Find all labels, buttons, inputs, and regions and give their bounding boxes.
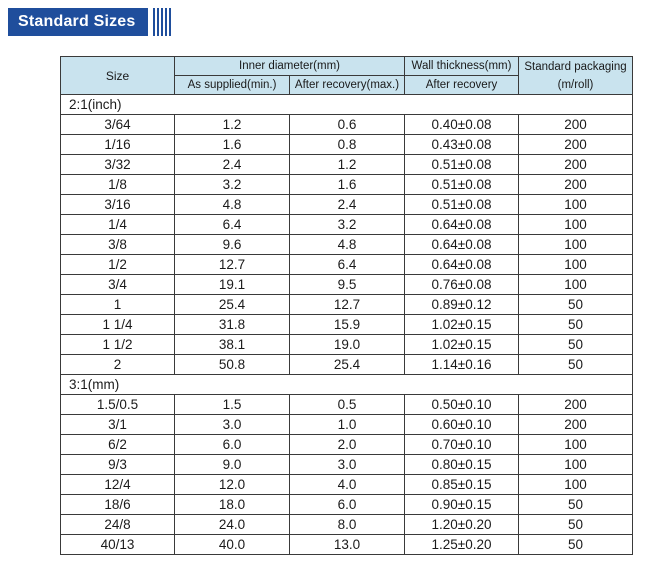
cell-size: 18/6 [61,495,175,515]
cell-after-recovery-max: 1.0 [290,415,405,435]
cell-size: 6/2 [61,435,175,455]
group-row [61,375,633,395]
cell-after-recovery-max: 6.0 [290,495,405,515]
cell-size: 1 1/2 [61,335,175,355]
cell-as-supplied: 1.5 [175,395,290,415]
table-row [61,315,633,335]
stripe [169,8,171,36]
cell-wall-thickness: 0.51±0.08 [405,175,519,195]
cell-wall-thickness: 0.64±0.08 [405,255,519,275]
cell-after-recovery-max: 25.4 [290,355,405,375]
cell-as-supplied: 2.4 [175,155,290,175]
cell-wall-thickness: 1.02±0.15 [405,315,519,335]
cell-as-supplied: 1.6 [175,135,290,155]
cell-as-supplied: 9.6 [175,235,290,255]
table-row [61,275,633,295]
cell-as-supplied: 12.7 [175,255,290,275]
table-row [61,355,633,375]
cell-wall-thickness: 0.40±0.08 [405,115,519,135]
cell-wall-thickness: 0.50±0.10 [405,395,519,415]
cell-packaging: 100 [519,235,633,255]
cell-packaging: 100 [519,215,633,235]
cell-after-recovery-max: 3.2 [290,215,405,235]
cell-after-recovery-max: 1.6 [290,175,405,195]
cell-size: 1/2 [61,255,175,275]
cell-wall-thickness: 0.90±0.15 [405,495,519,515]
cell-packaging: 200 [519,135,633,155]
cell-packaging: 50 [519,315,633,335]
cell-size: 12/4 [61,475,175,495]
cell-packaging: 100 [519,455,633,475]
cell-wall-thickness: 1.14±0.16 [405,355,519,375]
cell-packaging: 200 [519,115,633,135]
cell-as-supplied: 40.0 [175,535,290,555]
table-row [61,415,633,435]
table-row [61,135,633,155]
cell-size: 1/4 [61,215,175,235]
header-standard-packaging-label: Standard packaging [524,60,627,73]
cell-packaging: 200 [519,395,633,415]
cell-packaging: 100 [519,475,633,495]
cell-after-recovery-max: 0.8 [290,135,405,155]
group-row [61,95,633,115]
table-row [61,175,633,195]
cell-wall-thickness: 0.85±0.15 [405,475,519,495]
cell-after-recovery-max: 1.2 [290,155,405,175]
table-body [61,95,633,555]
cell-wall-thickness: 0.64±0.08 [405,235,519,255]
cell-packaging: 200 [519,155,633,175]
cell-packaging: 100 [519,275,633,295]
cell-as-supplied: 9.0 [175,455,290,475]
table-row [61,435,633,455]
cell-wall-thickness: 0.51±0.08 [405,195,519,215]
cell-wall-thickness: 0.70±0.10 [405,435,519,455]
table-row [61,235,633,255]
stripe [161,8,163,36]
cell-after-recovery-max: 0.5 [290,395,405,415]
cell-after-recovery-max: 0.6 [290,115,405,135]
cell-packaging: 50 [519,495,633,515]
cell-packaging: 200 [519,175,633,195]
cell-wall-thickness: 1.25±0.20 [405,535,519,555]
header-after-recovery-max: After recovery(max.) [290,76,405,95]
cell-after-recovery-max: 19.0 [290,335,405,355]
cell-size: 3/4 [61,275,175,295]
stripe [153,8,155,36]
cell-packaging: 50 [519,355,633,375]
cell-wall-thickness: 0.64±0.08 [405,215,519,235]
cell-size: 3/32 [61,155,175,175]
cell-size: 2 [61,355,175,375]
cell-after-recovery-max: 15.9 [290,315,405,335]
cell-as-supplied: 19.1 [175,275,290,295]
cell-as-supplied: 6.0 [175,435,290,455]
cell-after-recovery-max: 4.8 [290,235,405,255]
header-as-supplied: As supplied(min.) [175,76,290,95]
cell-size: 1/16 [61,135,175,155]
cell-packaging: 50 [519,515,633,535]
standard-sizes-table [60,56,633,555]
cell-size: 1/8 [61,175,175,195]
cell-as-supplied: 31.8 [175,315,290,335]
cell-as-supplied: 25.4 [175,295,290,315]
cell-size: 3/8 [61,235,175,255]
group-label: 3:1(mm) [61,375,633,395]
cell-size: 3/1 [61,415,175,435]
cell-wall-thickness: 0.76±0.08 [405,275,519,295]
cell-after-recovery-max: 2.4 [290,195,405,215]
cell-after-recovery-max: 9.5 [290,275,405,295]
table-row [61,335,633,355]
cell-wall-thickness: 0.80±0.15 [405,455,519,475]
cell-as-supplied: 50.8 [175,355,290,375]
section-title: Standard Sizes [8,8,148,36]
stripe [157,8,159,36]
cell-wall-thickness: 0.60±0.10 [405,415,519,435]
cell-as-supplied: 18.0 [175,495,290,515]
table-row [61,515,633,535]
table-row [61,195,633,215]
table-row [61,455,633,475]
cell-after-recovery-max: 8.0 [290,515,405,535]
cell-size: 9/3 [61,455,175,475]
header-after-recovery: After recovery [405,76,519,95]
cell-wall-thickness: 1.20±0.20 [405,515,519,535]
cell-wall-thickness: 0.89±0.12 [405,295,519,315]
table-row [61,535,633,555]
table-row [61,155,633,175]
cell-after-recovery-max: 4.0 [290,475,405,495]
table-row [61,295,633,315]
cell-size: 40/13 [61,535,175,555]
cell-size: 1 1/4 [61,315,175,335]
cell-as-supplied: 24.0 [175,515,290,535]
section-banner [8,8,171,36]
cell-size: 1.5/0.5 [61,395,175,415]
cell-as-supplied: 12.0 [175,475,290,495]
cell-packaging: 200 [519,415,633,435]
cell-after-recovery-max: 6.4 [290,255,405,275]
cell-size: 3/64 [61,115,175,135]
cell-as-supplied: 38.1 [175,335,290,355]
cell-as-supplied: 6.4 [175,215,290,235]
cell-packaging: 50 [519,335,633,355]
stripe [165,8,167,36]
table-row [61,495,633,515]
cell-wall-thickness: 0.51±0.08 [405,155,519,175]
cell-wall-thickness: 1.02±0.15 [405,335,519,355]
cell-size: 1 [61,295,175,315]
cell-as-supplied: 1.2 [175,115,290,135]
header-inner-diameter: Inner diameter(mm) [175,57,405,76]
cell-packaging: 100 [519,195,633,215]
table-row [61,395,633,415]
table-row [61,475,633,495]
header-standard-packaging [519,57,633,95]
cell-after-recovery-max: 2.0 [290,435,405,455]
header-wall-thickness: Wall thickness(mm) [405,57,519,76]
cell-after-recovery-max: 13.0 [290,535,405,555]
cell-size: 3/16 [61,195,175,215]
table-row [61,215,633,235]
header-packaging-unit: (m/roll) [557,78,594,91]
header-size: Size [61,57,175,95]
cell-packaging: 100 [519,435,633,455]
cell-after-recovery-max: 3.0 [290,455,405,475]
cell-wall-thickness: 0.43±0.08 [405,135,519,155]
cell-after-recovery-max: 12.7 [290,295,405,315]
table-row [61,115,633,135]
cell-size: 24/8 [61,515,175,535]
cell-packaging: 50 [519,295,633,315]
cell-as-supplied: 3.2 [175,175,290,195]
cell-packaging: 50 [519,535,633,555]
banner-stripes-decoration [151,8,171,36]
table-row [61,255,633,275]
group-label: 2:1(inch) [61,95,633,115]
cell-as-supplied: 3.0 [175,415,290,435]
cell-packaging: 100 [519,255,633,275]
cell-as-supplied: 4.8 [175,195,290,215]
